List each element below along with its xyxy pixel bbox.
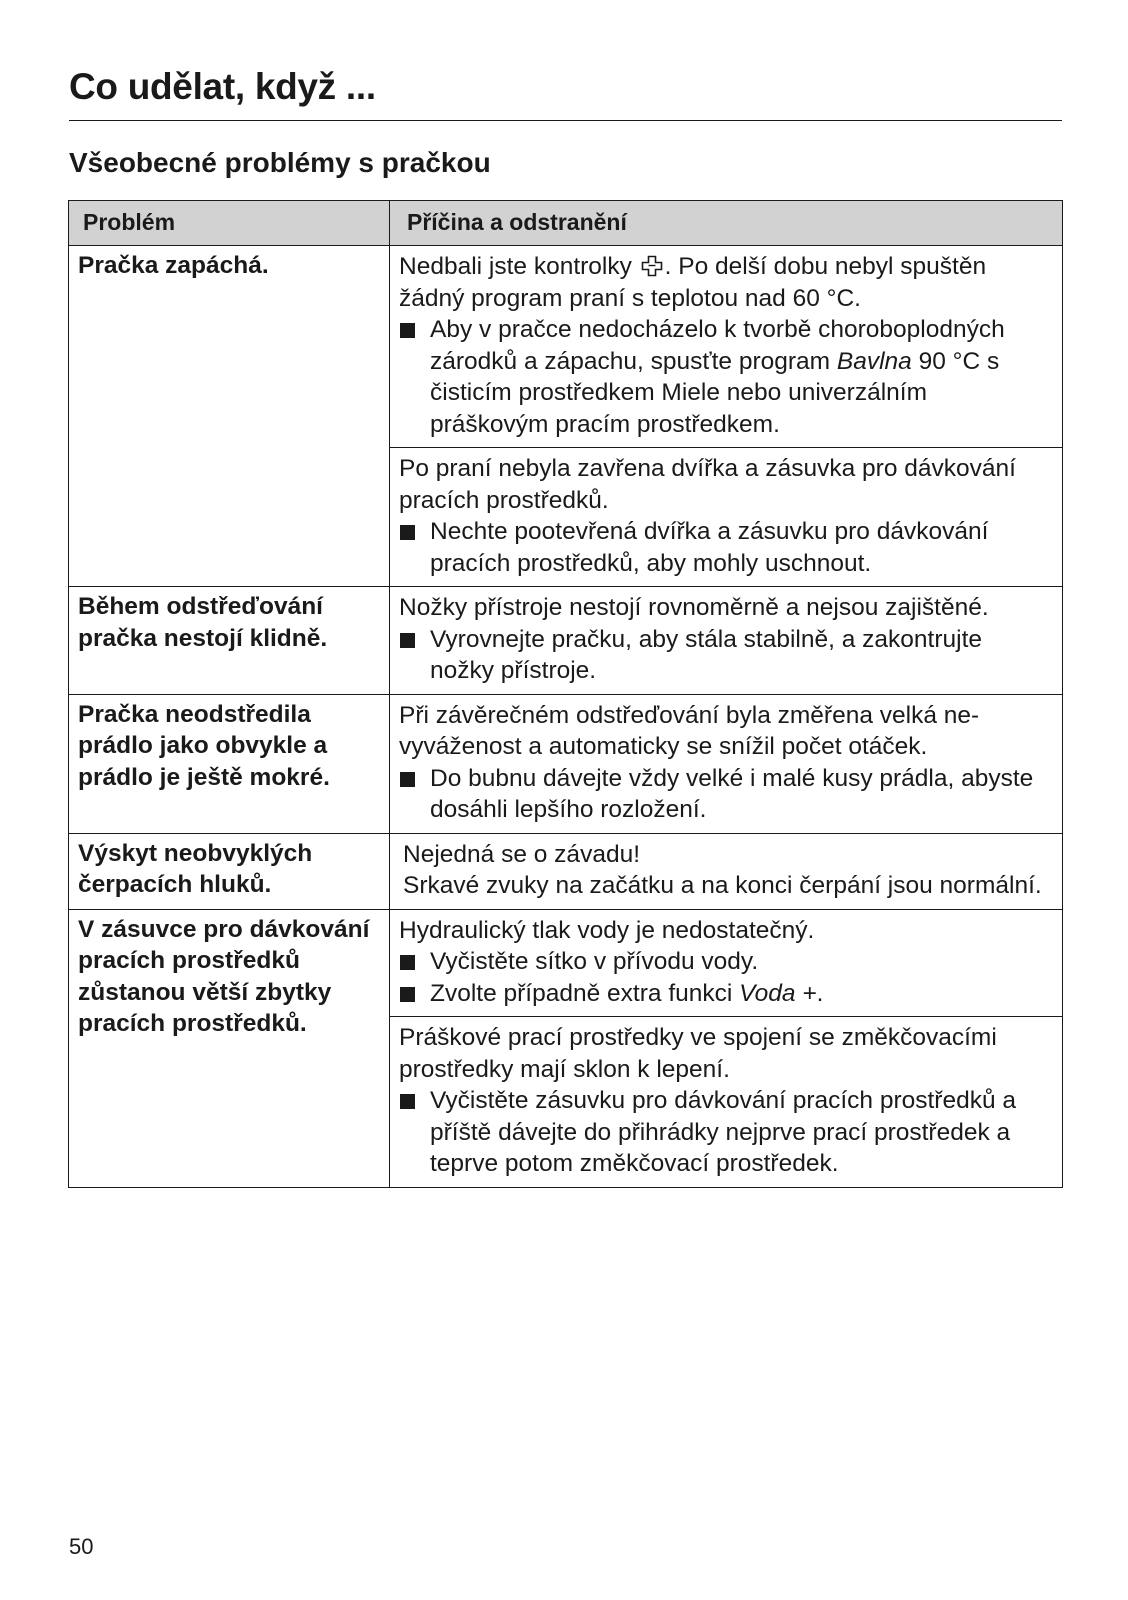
table-row (69, 909, 1063, 1017)
page-title: Co udělat, když ... (69, 66, 376, 107)
bullet-square-icon (400, 955, 415, 970)
cause-text: Práškové prací prostředky ve spojení se změkčovacími prostředky mají sklon k lepení. (399, 1024, 997, 1083)
list-item: Vyčistěte zásuvku pro dávkování pracích prostředků a příště dávejte do přihrádky nejprve prací prostředek a teprve potom změkčovací prostředek. (399, 1085, 1052, 1180)
cause-cell (390, 909, 1063, 1017)
list-item: Aby v pračce nedocházelo k tvorbě choroboplodných zárodků a zápachu, spusťte program Bavlna 90 °C s čisticím prostředkem Miele nebo univerzálním práškovým pracím prostředkem. (399, 314, 1052, 440)
cause-text: Nožky přístroje nestojí rovnoměrně a nejsou zajištěné. (399, 594, 989, 621)
page-number: 50 (69, 1534, 94, 1559)
cause-text: Po praní nebyla zavřena dvířka a zásuvka pro dávkování pracích prostředků. (399, 455, 1016, 514)
bullet-square-icon (400, 987, 415, 1002)
cause-cell (390, 833, 1063, 909)
bullet-square-icon (400, 1094, 415, 1109)
section-title: Všeobecné problémy s pračkou (69, 147, 491, 178)
table-row (69, 587, 1063, 695)
problem-cell: Během odstřeďování pračka nestojí klidně. (69, 587, 390, 695)
cause-text: Srkavé zvuky na začátku a na konci čerpání jsou normální. (403, 872, 1042, 899)
bullet-square-icon (400, 323, 415, 338)
bullet-square-icon (400, 772, 415, 787)
table-row (69, 833, 1063, 909)
cause-text: Nejedná se o závadu! (403, 840, 640, 868)
cause-text: Nedbali jste kontrolky . Po delší dobu nebyl spuštěn žádný program praní s teplotou nad 60 °C. (399, 253, 987, 312)
problem-cell: Pračka zapáchá. (69, 246, 390, 587)
cause-cell (390, 448, 1063, 587)
problem-cell: Pračka neodstředila prádlo jako obvykle a prádlo je ještě mokré. (69, 694, 390, 833)
list-item: Vyčistěte sítko v přívodu vody. (399, 946, 1052, 978)
cause-text: Hydraulický tlak vody je nedostatečný. (399, 916, 815, 944)
title-divider (69, 120, 1062, 121)
cause-cell (390, 246, 1063, 448)
cause-text: Při závěrečném odstřeďování byla změřena velká nevyváženost a automaticky se snížil počet otáček. (399, 701, 980, 760)
bullet-square-icon (400, 633, 415, 648)
list-item: Do bubnu dávejte vždy velké i malé kusy prádla, abyste dosáhli lepšího rozložení. (399, 763, 1052, 826)
bullet-square-icon (400, 525, 415, 540)
cause-cell (390, 587, 1063, 695)
list-item: Vyrovnejte pračku, aby stála stabilně, a zakontrujte nožky přístroje. (399, 624, 1052, 687)
table-row (69, 246, 1063, 448)
table-header-row (69, 201, 1063, 246)
problem-cell: V zásuvce pro dávkování pracích prostředků zůstanou větší zbytky pracích prostředků. (69, 909, 390, 1187)
cause-cell (390, 694, 1063, 833)
list-item: Zvolte případně extra funkci Voda +. (399, 978, 1052, 1010)
list-item: Nechte pootevřená dvířka a zásuvku pro dávkování pracích prostředků, aby mohly uschnout. (399, 516, 1052, 579)
cause-cell (390, 1017, 1063, 1188)
problem-column-header: Problém (69, 201, 390, 246)
hygiene-indicator-icon (640, 254, 664, 278)
cause-column-header: Příčina a odstranění (390, 201, 1063, 246)
troubleshooting-table (68, 200, 1063, 1188)
table-row (69, 694, 1063, 833)
problem-cell: Výskyt neobvyklých čerpacích hluků. (69, 833, 390, 909)
